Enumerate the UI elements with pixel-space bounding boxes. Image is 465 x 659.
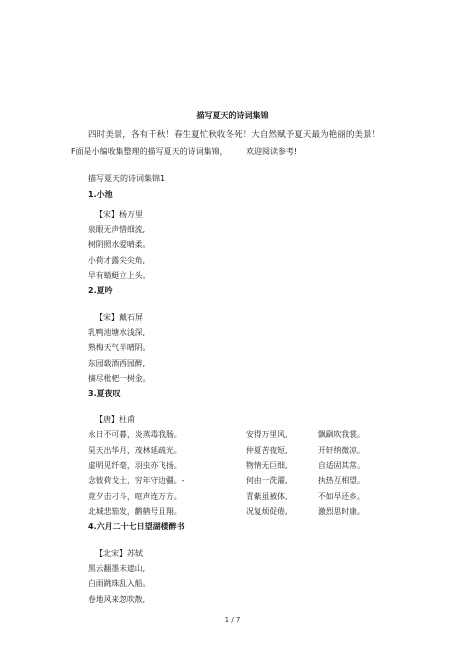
poem-line: 激烈思时康。 bbox=[318, 507, 365, 516]
poem-line: 竟夕击刁斗，喧声连万方。 bbox=[88, 492, 182, 501]
poem-line: 自适固其常。 bbox=[318, 461, 365, 470]
poem-line: 树阴照水爱晴柔。 bbox=[88, 240, 151, 249]
poem-line: 青紫虽被体, bbox=[246, 492, 288, 501]
poem-line: 仲夏苦夜短, bbox=[246, 446, 288, 455]
poem-heading: 4.六月二十七日望湖楼醉书 bbox=[88, 522, 185, 531]
section-title: 描写夏天的诗词集锦1 bbox=[88, 174, 166, 183]
poem-author: 【北宋】苏轼 bbox=[95, 549, 143, 558]
poem-line: 早有蜻蜓立上头。 bbox=[88, 271, 151, 280]
document-title: 描写夏天的诗词集锦 bbox=[196, 111, 269, 120]
poem-line: 昊天出华月，茂林延疏光。 bbox=[88, 446, 182, 455]
poem-line: 况复烦促倦, bbox=[246, 507, 288, 516]
poem-line: 白雨跳珠乱入船。 bbox=[88, 579, 151, 588]
page-number: 1 / 7 bbox=[224, 616, 241, 624]
intro-line-1: 四时美景，各有千秋！春生夏忙秋收冬死！大自然赋予夏天最为艳丽的美景！ bbox=[88, 130, 381, 140]
poem-line: 熟梅天气半晴阴。 bbox=[88, 343, 151, 352]
poem-heading: 1.小池 bbox=[88, 190, 113, 199]
poem-author: 【宋】戴石屏 bbox=[95, 313, 143, 322]
poem-line: 开轩纳微凉。 bbox=[318, 446, 365, 455]
poem-heading: 3.夏夜叹 bbox=[88, 389, 121, 398]
poem-line: 不如早还乡。 bbox=[318, 492, 365, 501]
poem-line: 何由一洗濯, bbox=[246, 476, 288, 485]
poem-line: 念彼荷戈士，穷年守边疆。- bbox=[88, 476, 185, 485]
poem-line: 飘飖吹我裳。 bbox=[318, 430, 365, 439]
poem-line: 北城悲笳发，鹳鹤号且翔。 bbox=[88, 507, 182, 516]
poem-line: 乳鸭池塘水浅深, bbox=[88, 328, 146, 337]
poem-line: 安得万里风, bbox=[246, 430, 288, 439]
poem-line: 执热互相望。 bbox=[318, 476, 365, 485]
poem-line: 泉眼无声惜细流, bbox=[88, 225, 146, 234]
poem-line: 东园载酒西园醉, bbox=[88, 359, 146, 368]
intro-line-2-end: 欢迎阅读参考! bbox=[246, 147, 298, 156]
poem-line: 摘尽枇杷一树金。 bbox=[88, 374, 151, 383]
poem-line: 虚明见纤毫，羽虫亦飞扬。 bbox=[88, 461, 182, 470]
poem-line: 小荷才露尖尖角, bbox=[88, 256, 146, 265]
poem-line: 永日不可暮，炎蒸毒我肠。 bbox=[88, 430, 182, 439]
poem-author: 【宋】杨万里 bbox=[95, 210, 143, 219]
intro-line-2: F面是小编收集整理的描写夏天的诗词集锦， bbox=[71, 147, 228, 156]
poem-line: 黑云翻墨未遮山, bbox=[88, 564, 146, 573]
poem-line: 物情无巨细, bbox=[246, 461, 288, 470]
poem-line: 卷地风来忽吹散, bbox=[88, 595, 146, 604]
poem-heading: 2.夏吟 bbox=[88, 286, 113, 295]
poem-author: 【唐】杜甫 bbox=[95, 415, 135, 424]
